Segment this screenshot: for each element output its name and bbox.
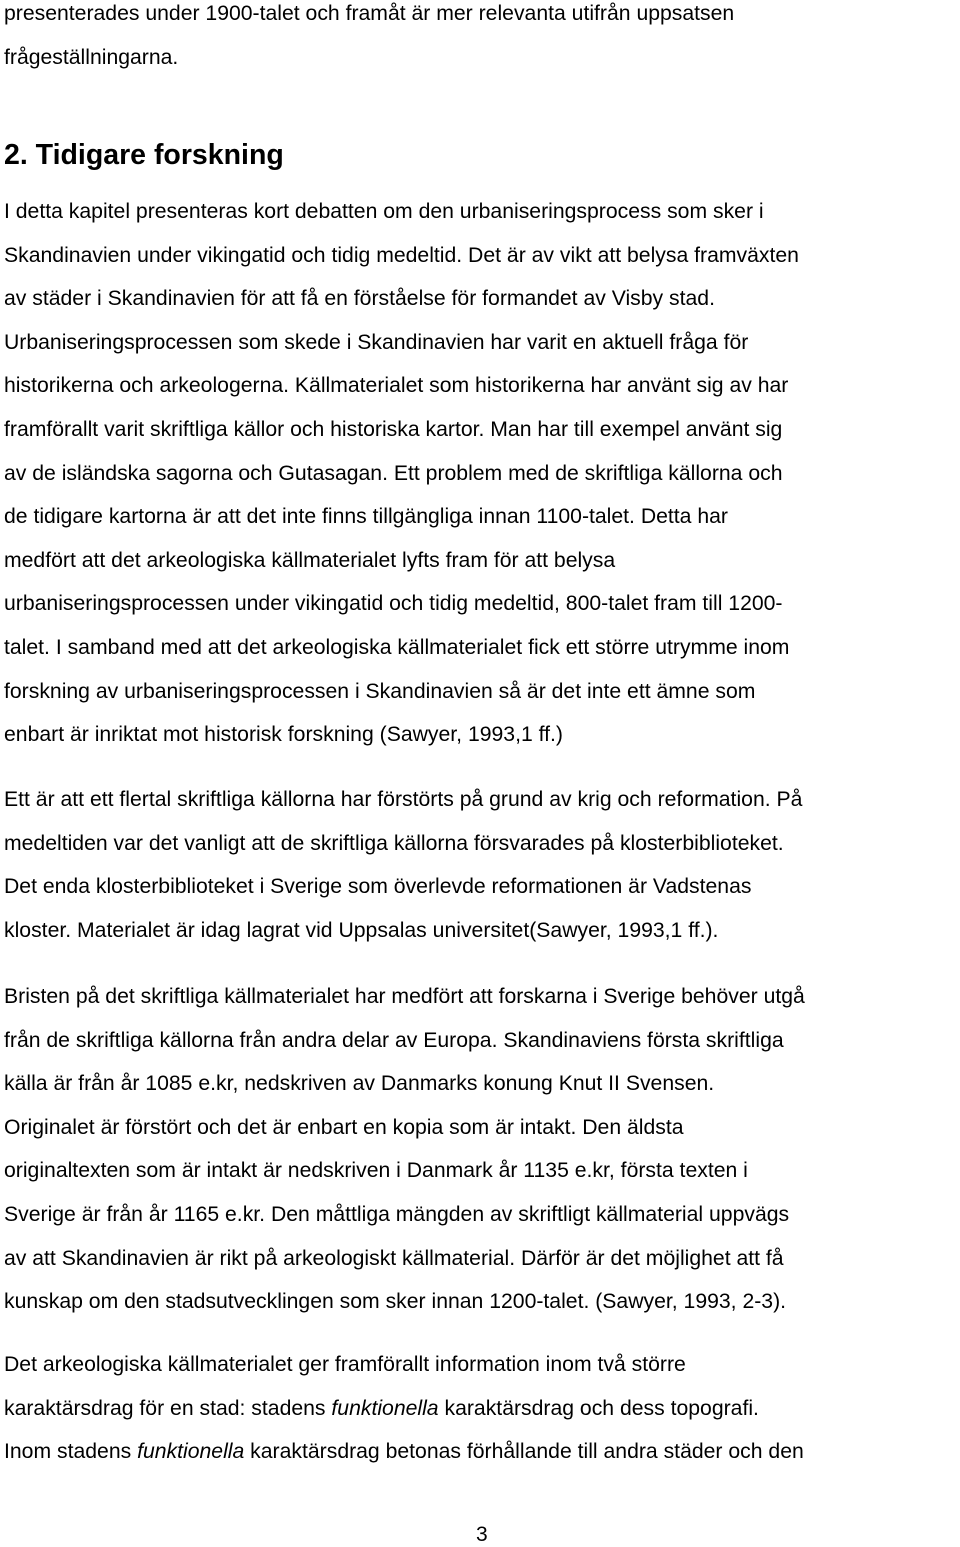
text-line: av att Skandinavien är rikt på arkeologiskt källmaterial. Därför är det möjlighet att få: [4, 1246, 784, 1270]
paragraph-2: [4, 778, 802, 952]
text-line: de tidigare kartorna är att det inte finns tillgängliga innan 1100-talet. Detta har: [4, 505, 728, 529]
text-line: Bristen på det skriftliga källmaterialet har medfört att forskarna i Sverige behöver utgå: [4, 985, 805, 1008]
text-line: medfört att det arkeologiska källmaterialet lyfts fram för att belysa: [4, 548, 616, 572]
text-run: karaktärsdrag betonas förhållande till andra städer och den: [244, 1440, 804, 1464]
text-line: presenterades under 1900-talet och framåt är mer relevanta utifrån uppsatsen: [4, 2, 735, 25]
text-line: av de isländska sagorna och Gutasagan. Ett problem med de skriftliga källorna och: [4, 461, 783, 485]
paragraph-3: [4, 975, 805, 1324]
text-line: forskning av urbaniseringsprocessen i Skandinavien så är det inte ett ämne som: [4, 679, 756, 703]
paragraph-4: [4, 1343, 804, 1474]
text-line: enbart är inriktat mot historisk forskning (Sawyer, 1993,1 ff.): [4, 723, 563, 747]
paragraph-1: [4, 190, 799, 757]
text-line: källa är från år 1085 e.kr, nedskriven av Danmarks konung Knut II Svensen.: [4, 1072, 715, 1096]
text-line: urbaniseringsprocessen under vikingatid och tidig medeltid, 800-talet fram till 1200-: [4, 592, 783, 616]
text-line: Skandinavien under vikingatid och tidig medeltid. Det är av vikt att belysa framväxten: [4, 243, 799, 267]
text-line: Sverige är från år 1165 e.kr. Den måttliga mängden av skriftligt källmaterial uppvägs: [4, 1202, 790, 1226]
emphasized-term: funktionella: [331, 1396, 439, 1420]
text-line: kunskap om den stadsutvecklingen som sker innan 1200-talet. (Sawyer, 1993, 2-3).: [4, 1290, 787, 1314]
intro-text: [4, 0, 734, 79]
section-heading: 2. Tidigare forskning: [4, 139, 284, 171]
text-line: Urbaniseringsprocessen som skede i Skandinavien har varit en aktuell fråga för: [4, 330, 749, 354]
page-number: 3: [476, 1523, 488, 1546]
text-line: originaltexten som är intakt är nedskriven i Danmark år 1135 e.kr, första texten i: [4, 1159, 748, 1183]
text-line: frågeställningarna.: [4, 45, 179, 69]
text-line: [4, 1387, 804, 1431]
text-run: karaktärsdrag och dess topografi.: [438, 1396, 759, 1420]
text-line: kloster. Materialet är idag lagrat vid Uppsalas universitet(Sawyer, 1993,1 ff.).: [4, 918, 719, 942]
text-line: Ett är att ett flertal skriftliga källorna har förstörts på grund av krig och reformation. På: [4, 788, 803, 811]
text-line: Det enda klosterbiblioteket i Sverige som överlevde reformationen är Vadstenas: [4, 875, 752, 899]
text-line: Det arkeologiska källmaterialet ger framförallt information inom två större: [4, 1353, 686, 1376]
text-line: framförallt varit skriftliga källor och historiska kartor. Man har till exempel använt sig: [4, 417, 783, 441]
text-line: från de skriftliga källorna från andra delar av Europa. Skandinaviens första skriftliga: [4, 1028, 784, 1052]
text-line: Originalet är förstört och det är enbart en kopia som är intakt. Den äldsta: [4, 1115, 684, 1139]
emphasized-term: funktionella: [137, 1440, 245, 1464]
text-line: talet. I samband med att det arkeologiska källmaterialet fick ett större utrymme inom: [4, 635, 790, 659]
text-run: Inom stadens: [4, 1440, 138, 1464]
text-line: av städer i Skandinavien för att få en förståelse för formandet av Visby stad.: [4, 287, 715, 311]
text-line: historikerna och arkeologerna. Källmaterialet som historikerna har använt sig av har: [4, 374, 789, 398]
text-run: karaktärsdrag för en stad: stadens: [4, 1396, 332, 1420]
text-line: I detta kapitel presenteras kort debatten om den urbaniseringsprocess som sker i: [4, 200, 764, 223]
text-line: medeltiden var det vanligt att de skriftliga källorna försvarades på klosterbiblioteket.: [4, 831, 784, 855]
text-line: [4, 1430, 804, 1474]
